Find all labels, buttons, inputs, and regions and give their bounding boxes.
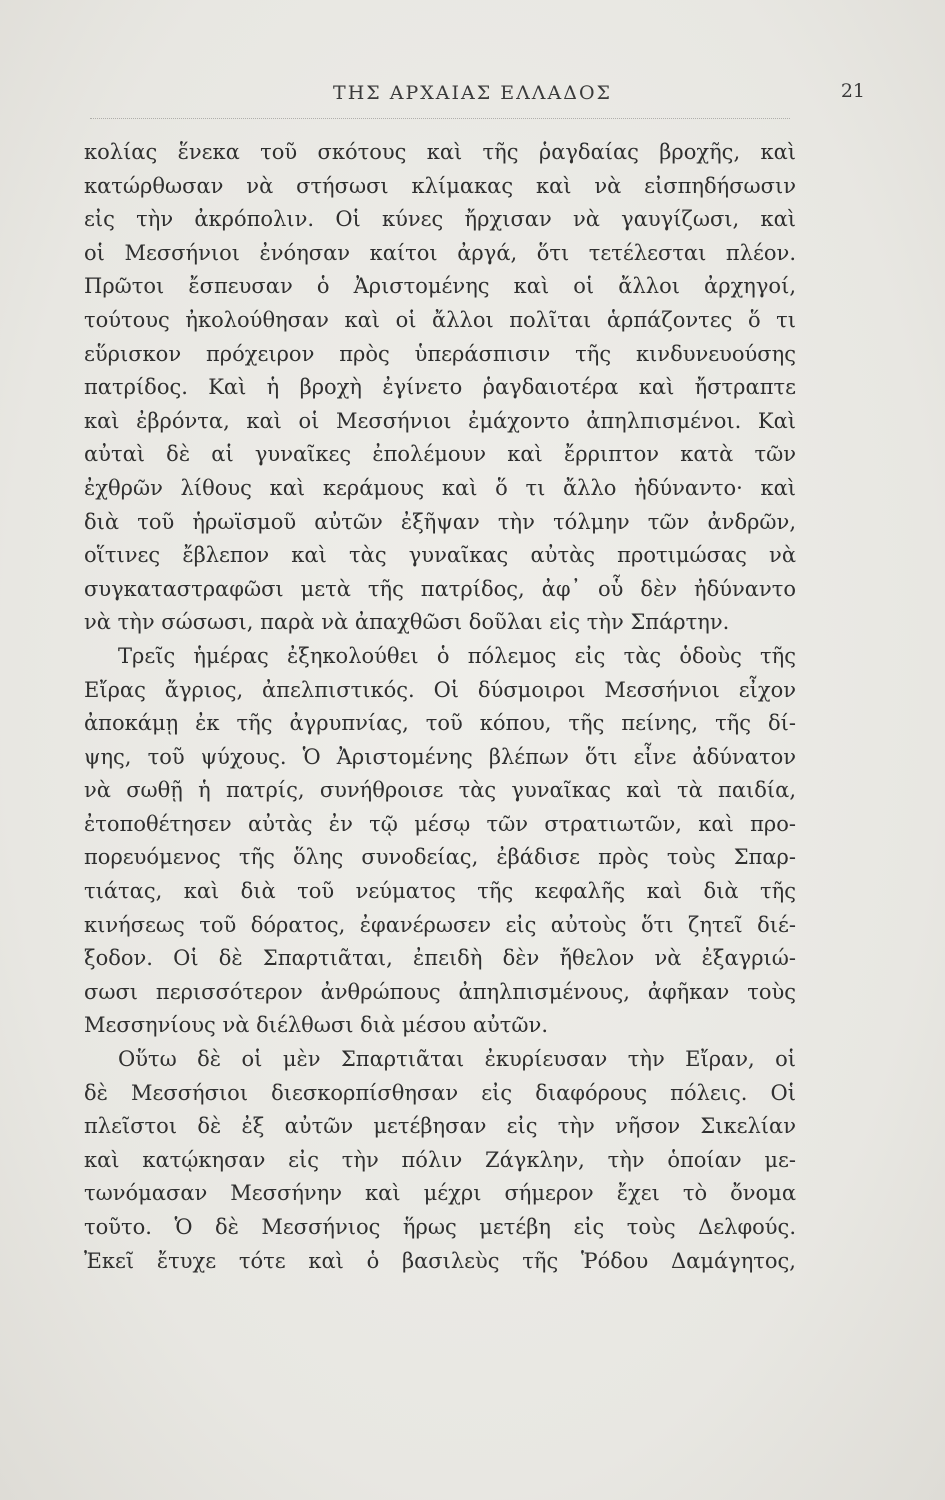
text-line: τωνόμασαν Μεσσήνην καὶ μέχρι σήμερον ἔχει τὸ ὄνομα bbox=[84, 1181, 796, 1206]
text-line: Εἴρας ἄγριος, ἀπελπιστικός. Οἱ δύσμοιροι Μεσσήνιοι εἶχον bbox=[84, 677, 796, 702]
body-text bbox=[84, 136, 796, 1278]
header-rule bbox=[90, 118, 790, 119]
text-line: κινήσεως τοῦ δόρατος, ἐφανέρωσεν εἰς αὐτοὺς ὅτι ζητεῖ διέ- bbox=[84, 912, 796, 937]
text-line: πλεῖστοι δὲ ἐξ αὐτῶν μετέβησαν εἰς τὴν νῆσον Σικελίαν bbox=[84, 1114, 796, 1139]
text-line: ἀποκάμῃ ἐκ τῆς ἀγρυπνίας, τοῦ κόπου, τῆς πείνης, τῆς δί- bbox=[84, 711, 796, 736]
text-line: Ἐκεῖ ἔτυχε τότε καὶ ὁ βασιλεὺς τῆς Ῥόδου Δαμάγητος, bbox=[84, 1248, 796, 1273]
text-line: δὲ Μεσσήσιοι διεσκορπίσθησαν εἰς διαφόρους πόλεις. Οἱ bbox=[84, 1080, 796, 1105]
text-line: αὐταὶ δὲ αἱ γυναῖκες ἐπολέμουν καὶ ἔρριπτον κατὰ τῶν bbox=[84, 442, 796, 467]
text-line: τούτους ἠκολούθησαν καὶ οἱ ἄλλοι πολῖται ἁρπάζοντες ὅ τι bbox=[84, 307, 796, 332]
text-line: τοῦτο. Ὁ δὲ Μεσσήνιος ἥρως μετέβη εἰς τοὺς Δελφούς. bbox=[84, 1215, 796, 1239]
text-line: κολίας ἕνεκα τοῦ σκότους καὶ τῆς ῥαγδαίας βροχῆς, καὶ bbox=[84, 140, 796, 164]
text-line: κατώρθωσαν νὰ στήσωσι κλίμακας καὶ νὰ εἰσπηδήσωσιν bbox=[84, 173, 796, 198]
text-line: ψης, τοῦ ψύχους. Ὁ Ἀριστομένης βλέπων ὅτι εἶνε ἀδύνατον bbox=[84, 744, 796, 769]
text-line: ἐχθρῶν λίθους καὶ κεράμους καὶ ὅ τι ἄλλο ἠδύναντο· καὶ bbox=[84, 475, 796, 500]
text-line: Πρῶτοι ἔσπευσαν ὁ Ἀριστομένης καὶ οἱ ἄλλοι ἀρχηγοί, bbox=[84, 274, 796, 299]
text-line: Μεσσηνίους νὰ διέλθωσι διὰ μέσου αὐτῶν. bbox=[84, 1013, 548, 1038]
text-line: οἵτινες ἔβλεπον καὶ τὰς γυναῖκας αὐτὰς προτιμώσας νὰ bbox=[84, 543, 796, 568]
page-number: 21 bbox=[840, 80, 865, 102]
text-line: οἱ Μεσσήνιοι ἐνόησαν καίτοι ἀργά, ὅτι τετέλεσται πλέον. bbox=[84, 240, 796, 265]
text-line: ἐτοποθέτησεν αὐτὰς ἐν τῷ μέσῳ τῶν στρατιωτῶν, καὶ προ- bbox=[84, 811, 796, 836]
text-line: νὰ σωθῇ ἡ πατρίς, συνήθροισε τὰς γυναῖκας καὶ τὰ παιδία, bbox=[84, 778, 796, 803]
text-line: ξοδον. Οἱ δὲ Σπαρτιᾶται, ἐπειδὴ δὲν ἤθελον νὰ ἐξαγριώ- bbox=[84, 946, 796, 971]
text-line: πατρίδος. Καὶ ἡ βροχὴ ἐγίνετο ῥαγδαιοτέρα καὶ ἤστραπτε bbox=[84, 375, 796, 400]
text-line: διὰ τοῦ ἡρωϊσμοῦ αὐτῶν ἐξῆψαν τὴν τόλμην τῶν ἀνδρῶν, bbox=[84, 509, 796, 534]
text-line: καὶ ἐβρόντα, καὶ οἱ Μεσσήνιοι ἐμάχοντο ἀπηλπισμένοι. Καὶ bbox=[84, 408, 796, 433]
text-line: καὶ κατῴκησαν εἰς τὴν πόλιν Ζάγκλην, τὴν ὁποίαν με- bbox=[84, 1147, 796, 1172]
text-line: Οὕτω δὲ οἱ μὲν Σπαρτιᾶται ἐκυρίευσαν τὴν Εἴραν, οἱ bbox=[118, 1047, 796, 1072]
text-line: σωσι περισσότερον ἀνθρώπους ἀπηλπισμένους, ἀφῆκαν τοὺς bbox=[84, 979, 796, 1004]
text-line: τιάτας, καὶ διὰ τοῦ νεύματος τῆς κεφαλῆς καὶ διὰ τῆς bbox=[84, 879, 796, 904]
text-line: Τρεῖς ἡμέρας ἐξηκολούθει ὁ πόλεμος εἰς τὰς ὁδοὺς τῆς bbox=[118, 643, 796, 668]
text-line: πορευόμενος τῆς ὅλης συνοδείας, ἐβάδισε πρὸς τοὺς Σπαρ- bbox=[84, 845, 796, 870]
running-head-title: ΤΗΣ ΑΡΧΑΙΑΣ ΕΛΛΑΔΟΣ bbox=[333, 82, 612, 104]
text-line: συγκαταστραφῶσι μετὰ τῆς πατρίδος, ἀφ᾽ οὗ δὲν ἠδύναντο bbox=[84, 576, 796, 601]
text-line: νὰ τὴν σώσωσι, παρὰ νὰ ἀπαχθῶσι δοῦλαι εἰς τὴν Σπάρτην. bbox=[84, 610, 730, 635]
text-line: εἰς τὴν ἀκρόπολιν. Οἱ κύνες ἤρχισαν νὰ γαυγίζωσι, καὶ bbox=[84, 207, 796, 232]
running-head bbox=[0, 80, 945, 120]
text-line: εὕρισκον πρόχειρον πρὸς ὑπεράσπισιν τῆς κινδυνευούσης bbox=[84, 341, 796, 366]
